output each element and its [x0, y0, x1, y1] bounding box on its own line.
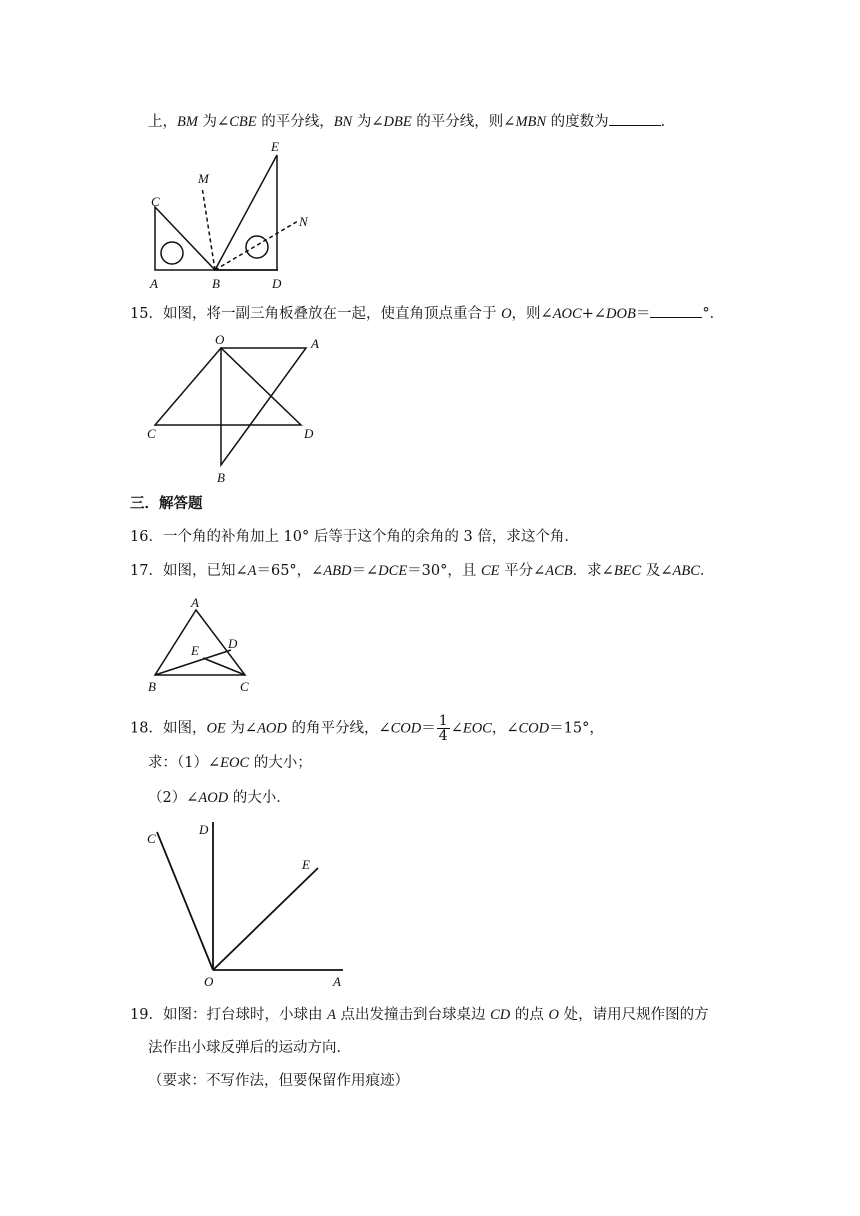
q19-text-line2: 法作出小球反弹后的运动方向．	[148, 1040, 351, 1056]
q19-requirement: （要求：不写作法，但要保留作用痕迹）	[148, 1073, 409, 1089]
q15-figure	[140, 330, 340, 485]
label-b: B	[148, 679, 156, 694]
section-heading: 三．解答题	[130, 495, 203, 512]
label-b: B	[212, 276, 220, 291]
label-d: D	[272, 276, 282, 291]
label-o: O	[215, 332, 225, 347]
q16-text: 16．一个角的补角加上 10° 后等于这个角的余角的 3 倍，求这个角．	[130, 529, 579, 545]
label-a: A	[311, 336, 319, 351]
label-e: E	[302, 857, 310, 872]
q14-figure	[140, 135, 340, 295]
label-c: C	[147, 831, 156, 846]
q14-text: 上，BM 为∠CBE 的平分线，BN 为∠DBE 的平分线，则∠MBN 的度数为 ．	[148, 111, 675, 132]
label-a: A	[333, 974, 341, 989]
label-b: B	[217, 470, 225, 485]
label-e: E	[271, 139, 279, 154]
label-d: D	[199, 822, 209, 837]
label-m: M	[198, 171, 209, 186]
label-a: A	[150, 276, 158, 291]
q18-sub2: （2）∠AOD 的大小．	[148, 790, 291, 806]
q18-figure	[140, 818, 355, 988]
label-c: C	[151, 194, 160, 209]
label-d: D	[228, 636, 238, 651]
q17-text: 17．如图，已知∠A＝65°，∠ABD＝∠DCE＝30°，且 CE 平分∠ACB．求∠BEC 及∠ABC．	[130, 563, 715, 579]
label-e: E	[191, 643, 199, 658]
q19-text: 19．如图：打台球时，小球由 A 点出发撞击到台球桌边 CD 的点 O 处，请用尺规作图的方	[130, 1007, 709, 1023]
answer-blank[interactable]	[650, 303, 702, 318]
q17-figure	[143, 590, 273, 695]
answer-blank[interactable]	[609, 111, 661, 126]
label-a: A	[191, 595, 199, 610]
label-n: N	[299, 214, 308, 229]
label-d: D	[304, 426, 314, 441]
label-c: C	[147, 426, 156, 441]
label-c: C	[240, 679, 249, 694]
fraction: $\frac{1}{4}$	[438, 713, 448, 744]
label-o: O	[204, 974, 214, 989]
q18-text: 18．如图，OE 为∠AOD 的角平分线，∠COD＝ $\frac{1}{4}$ ∠EOC，∠COD＝15°，	[130, 713, 604, 744]
q15-text: 15．如图，将一副三角板叠放在一起，使直角顶点重合于 O，则∠AOC+∠DOB＝ °．	[130, 303, 724, 324]
q18-sub1: 求：（1）∠EOC 的大小；	[148, 755, 312, 771]
